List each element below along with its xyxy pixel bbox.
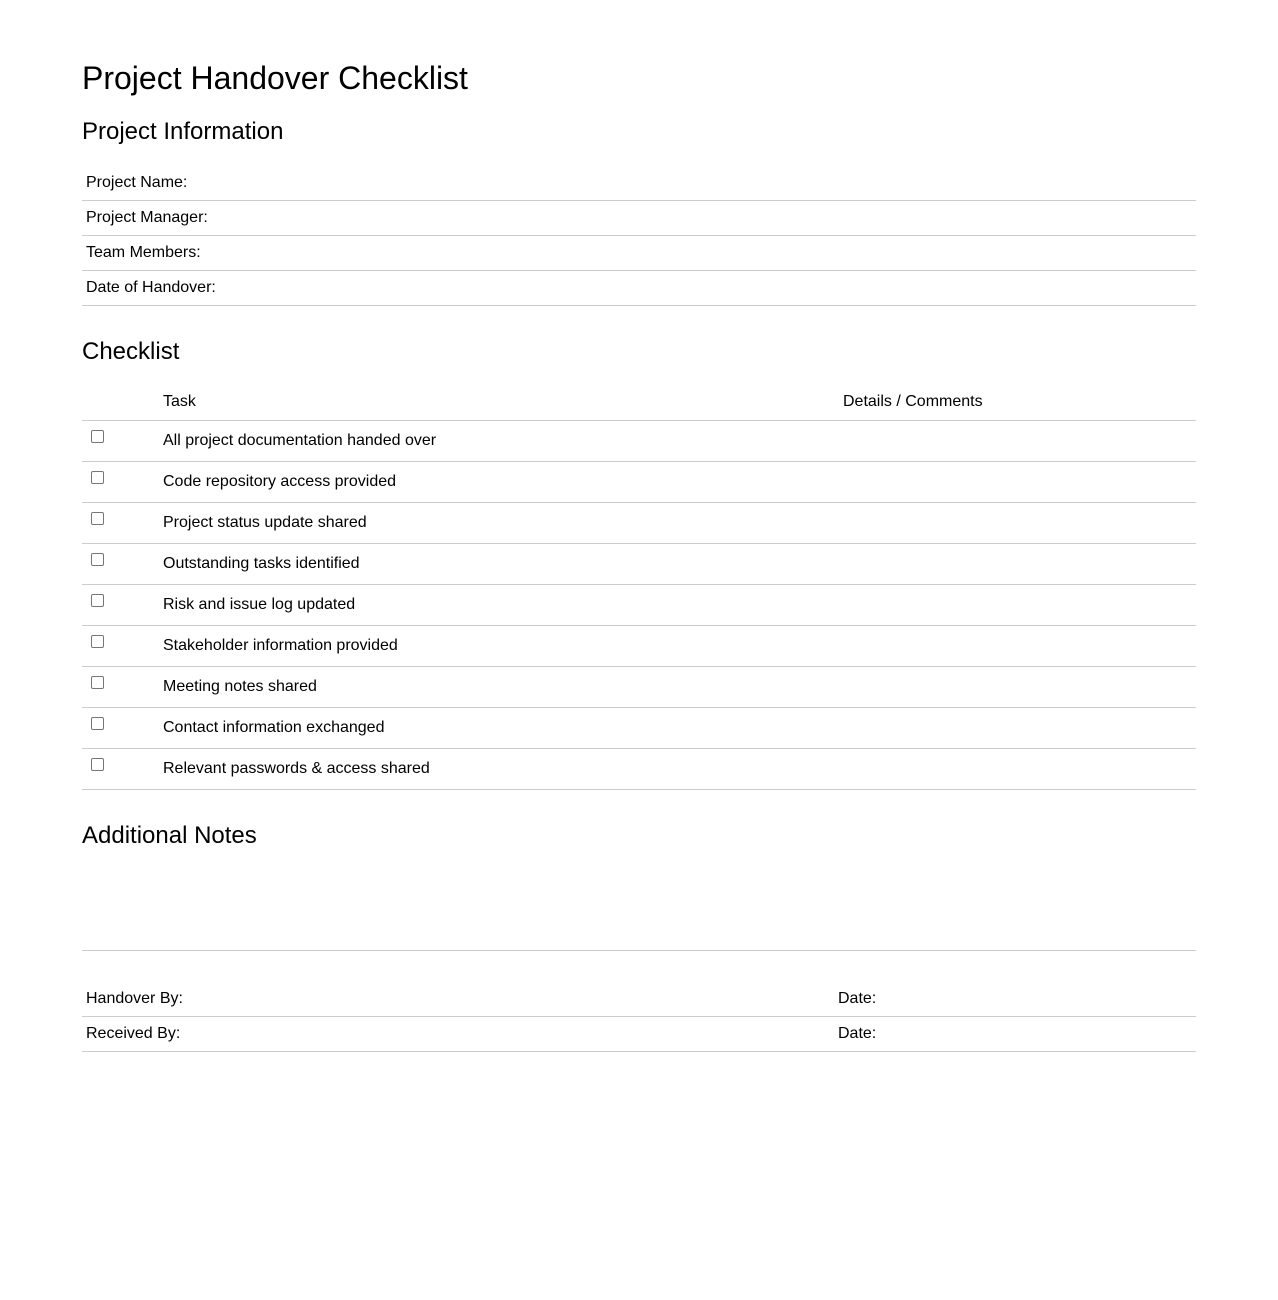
checklist-row <box>82 421 1196 462</box>
details-column-header: Details / Comments <box>843 384 1196 421</box>
info-row-project-name[interactable] <box>82 166 1196 201</box>
signoff-table <box>82 982 1196 1052</box>
task-column-header: Task <box>163 384 843 421</box>
info-row-team-members[interactable] <box>82 236 1196 271</box>
task-details-cell[interactable] <box>843 421 1196 462</box>
received-date-label[interactable]: Date: <box>838 1017 1196 1052</box>
signoff-row-handover <box>82 982 1196 1017</box>
task-label: Contact information exchanged <box>163 708 843 749</box>
info-row-date-of-handover[interactable] <box>82 271 1196 306</box>
checklist-row <box>82 462 1196 503</box>
project-manager-label: Project Manager: <box>82 201 1196 236</box>
checklist-row <box>82 544 1196 585</box>
handover-by-label[interactable]: Handover By: <box>82 982 838 1017</box>
checklist-row <box>82 503 1196 544</box>
project-info-table <box>82 166 1196 306</box>
task-label: Relevant passwords & access shared <box>163 749 843 790</box>
checklist-row <box>82 585 1196 626</box>
task-checkbox[interactable] <box>91 594 104 607</box>
task-label: Risk and issue log updated <box>163 585 843 626</box>
task-details-cell[interactable] <box>843 462 1196 503</box>
page-title: Project Handover Checklist <box>82 60 468 96</box>
checkbox-column-header <box>82 384 163 421</box>
checklist-row <box>82 626 1196 667</box>
checklist-table <box>82 384 1196 790</box>
project-info-heading: Project Information <box>82 118 284 145</box>
task-details-cell[interactable] <box>843 503 1196 544</box>
task-checkbox[interactable] <box>91 512 104 525</box>
task-checkbox[interactable] <box>91 635 104 648</box>
task-label: All project documentation handed over <box>163 421 843 462</box>
task-checkbox[interactable] <box>91 758 104 771</box>
task-details-cell[interactable] <box>843 585 1196 626</box>
task-checkbox[interactable] <box>91 717 104 730</box>
task-checkbox[interactable] <box>91 430 104 443</box>
task-label: Code repository access provided <box>163 462 843 503</box>
task-details-cell[interactable] <box>843 708 1196 749</box>
checklist-heading: Checklist <box>82 338 180 365</box>
task-label: Meeting notes shared <box>163 667 843 708</box>
task-details-cell[interactable] <box>843 544 1196 585</box>
signoff-row-received <box>82 1017 1196 1052</box>
task-checkbox[interactable] <box>91 471 104 484</box>
checklist-row <box>82 749 1196 790</box>
additional-notes-heading: Additional Notes <box>82 822 257 849</box>
task-label: Project status update shared <box>163 503 843 544</box>
handover-date-label[interactable]: Date: <box>838 982 1196 1017</box>
task-checkbox[interactable] <box>91 553 104 566</box>
task-label: Stakeholder information provided <box>163 626 843 667</box>
checklist-header-row <box>82 384 1196 421</box>
project-name-label: Project Name: <box>82 166 1196 201</box>
task-details-cell[interactable] <box>843 749 1196 790</box>
checklist-row <box>82 708 1196 749</box>
received-by-label[interactable]: Received By: <box>82 1017 838 1052</box>
task-checkbox[interactable] <box>91 676 104 689</box>
checklist-row <box>82 667 1196 708</box>
additional-notes-area[interactable] <box>82 866 1196 951</box>
task-details-cell[interactable] <box>843 626 1196 667</box>
info-row-project-manager[interactable] <box>82 201 1196 236</box>
task-details-cell[interactable] <box>843 667 1196 708</box>
task-label: Outstanding tasks identified <box>163 544 843 585</box>
team-members-label: Team Members: <box>82 236 1196 271</box>
date-of-handover-label: Date of Handover: <box>82 271 1196 306</box>
